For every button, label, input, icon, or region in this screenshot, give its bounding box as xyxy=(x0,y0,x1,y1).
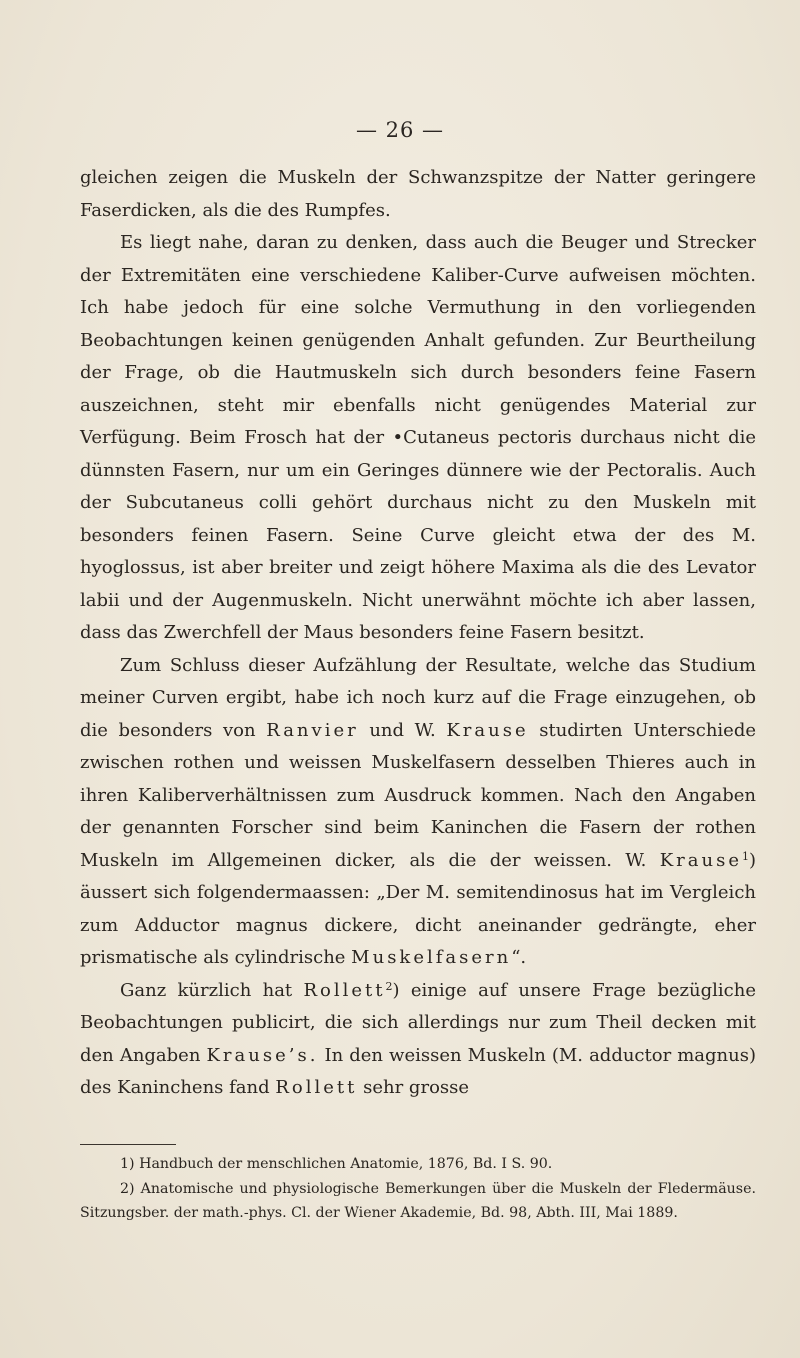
text-run: studirten Unterschiede zwischen rothen und weissen Muskelfasern desselben Thieres auch in ihren Kaliberverhältnissen zum Ausdruck kommen. Nach den Angaben der genannten Forscher sind beim Kaninchen die Fasern der rothen Muskeln im Allgemeinen dicker, als die der weissen. W. xyxy=(80,719,757,871)
footnote-divider xyxy=(80,1144,176,1145)
paragraph xyxy=(80,975,756,1105)
footnote-ref: 2 xyxy=(385,979,393,993)
text-run: Ganz kürzlich hat xyxy=(120,979,304,1001)
spaced-name: Muskelfasern xyxy=(351,947,512,968)
page-number: — 26 — xyxy=(355,118,445,142)
footnotes xyxy=(80,1152,756,1226)
text-run: sehr grosse xyxy=(357,1077,470,1098)
paragraph xyxy=(80,162,756,227)
text-run: Zum Schluss dieser Aufzählung der Resultate, welche das Studium meiner Curven ergibt, habe ich noch kurz auf die Frage einzugehen, ob die besonders von xyxy=(80,654,756,741)
text-run: ) einige auf unsere Frage bezügliche Beobachtungen publicirt, die sich allerdings nur zum Theil decken mit den Angaben xyxy=(80,979,756,1066)
footnote: 2) Anatomische und physiologische Bemerkungen über die Muskeln der Fledermäuse. Sitzungsber. der math.-phys. Cl. der Wiener Akademie, Bd. 98, Abth. III, Mai 1889. xyxy=(80,1180,756,1221)
paragraph xyxy=(80,650,756,975)
spaced-name: Krause’s. xyxy=(206,1044,319,1066)
text-run: ) äussert sich folgendermaassen: „Der M. semitendinosus hat im Vergleich zum Adductor magnus dickere, dicht aneinander gedrängte, eher prismatische als cylindrische xyxy=(80,849,756,968)
footnote: 1) Handbuch der menschlichen Anatomie, 1876, Bd. I S. 90. xyxy=(120,1156,553,1172)
paragraph xyxy=(80,227,756,650)
spaced-name: Krause xyxy=(659,849,742,871)
spaced-name: Rollett xyxy=(303,979,386,1001)
spaced-name: Ranvier xyxy=(266,719,359,741)
text-run: gleichen zeigen die Muskeln der Schwanzspitze der Natter geringere Faserdicken, als die des Rumpfes. xyxy=(80,167,756,221)
footnote-ref: 1 xyxy=(741,849,749,863)
text-run: “. xyxy=(511,947,527,968)
spaced-name: Rollett xyxy=(275,1077,358,1098)
text-run: und W. xyxy=(358,719,447,741)
spaced-name: Krause xyxy=(446,719,529,741)
body-text xyxy=(80,162,756,1105)
text-run: In den weissen Muskeln (M. adductor magnus) des Kaninchens fand xyxy=(80,1044,757,1098)
text-run: Es liegt nahe, daran zu denken, dass auch die Beuger und Strecker der Extremitäten eine verschiedene Kaliber-Curve aufweisen möchten. Ich habe jedoch für eine solche Vermuthung in den vorliegenden Beobachtungen keinen genügenden Anhalt gefunden. Zur Beurtheilung der Frage, ob die Hautmuskeln sich durch besonders feine Fasern auszeichnen, steht mir ebenfalls nicht genügendes Material zur Verfügung. Beim Frosch hat der •Cutaneus pectoris durchaus nicht die dünnsten Fasern, nur um ein Geringes dünnere wie der Pectoralis. Auch der Subcutaneus colli gehört durchaus nicht zu den Muskeln mit besonders feinen Fasern. Seine Curve gleicht etwa der des M. hyoglossus, ist aber breiter und zeigt höhere Maxima als die des Levator labii und der Augenmuskeln. Nicht unerwähnt möchte ich aber lassen, dass das Zwerchfell der Maus besonders feine Fasern besitzt. xyxy=(80,232,756,643)
